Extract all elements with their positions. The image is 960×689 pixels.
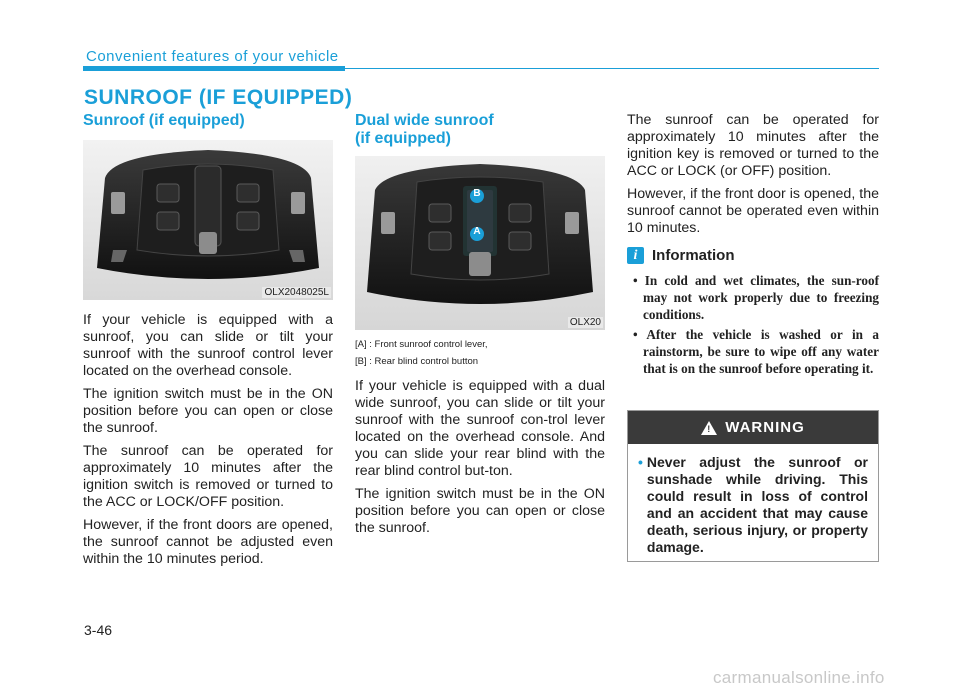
- caption-b: [B] : Rear blind control button: [355, 356, 479, 367]
- marker-a: A: [473, 226, 481, 237]
- warning-text: [628, 444, 878, 556]
- watermark: carmanualsonline.info: [713, 668, 885, 687]
- paragraph: The sunroof can be operated for approximately 10 minutes after the ignition key is removed or turned to the ACC or LOCK (or OFF) position.: [627, 112, 879, 179]
- column-notes: [627, 112, 879, 380]
- caption-a: [A] : Front sunroof control lever,: [355, 339, 488, 350]
- photo-code: OLX2048025L: [264, 287, 329, 298]
- dual-console-photo: [355, 156, 605, 330]
- warning-label: WARNING: [725, 419, 805, 436]
- chapter-rule: [345, 68, 879, 69]
- dual-console-illustration: [355, 156, 605, 330]
- warning-box: [627, 410, 879, 562]
- dual-sunroof-heading-line1: Dual wide sunroof: [355, 112, 494, 129]
- column-dual-sunroof: [355, 112, 605, 543]
- column-sunroof: [83, 112, 333, 574]
- warning-triangle-icon: !: [701, 421, 717, 435]
- paragraph: If your vehicle is equipped with a dual wide sunroof, you can slide or tilt your sunroof with the sunroof con-trol lever located on the overhead console. And you can slide your rear blind with the rear blind control but-ton.: [355, 378, 605, 479]
- section-title: SUNROOF (IF EQUIPPED): [84, 86, 353, 109]
- list-item: • After the vehicle is washed or in a rainstorm, be sure to wipe off any water that is on the sunroof before operating it.: [633, 327, 879, 376]
- marker-b: B: [473, 188, 481, 199]
- paragraph: If your vehicle is equipped with a sunroof, you can slide or tilt your sunroof with the sunroof control lever located on the overhead console.: [83, 312, 333, 379]
- chapter-bar: [83, 66, 345, 71]
- dual-sunroof-heading: [355, 112, 605, 148]
- bullet-icon: •: [638, 454, 643, 470]
- paragraph: The ignition switch must be in the ON position before you can open or close the sunroof.: [355, 486, 605, 536]
- paragraph: However, if the front doors are opened, the sunroof cannot be adjusted even within the 10 minutes period.: [83, 517, 333, 567]
- list-item: • In cold and wet climates, the sun-roof may not work properly due to freezing conditions.: [633, 273, 879, 322]
- paragraph: The sunroof can be operated for approximately 10 minutes after the ignition switch is removed or turned to the ACC or LOCK/OFF position.: [83, 443, 333, 510]
- paragraph: However, if the front door is opened, the sunroof cannot be operated even within 10 minutes.: [627, 186, 879, 236]
- page-number: 3-46: [84, 622, 113, 638]
- info-icon: i: [627, 247, 644, 264]
- information-header: [627, 247, 879, 264]
- information-title: Information: [652, 247, 735, 264]
- warning-message: Never adjust the sunroof or sunshade while driving. This could result in loss of control and an accident that may cause death, serious injury, or property damage.: [646, 454, 868, 555]
- paragraph: The ignition switch must be in the ON position before you can open or close the sunroof.: [83, 386, 333, 436]
- overhead-console-illustration: [83, 140, 333, 300]
- dual-sunroof-heading-line2: (if equipped): [355, 130, 451, 147]
- overhead-console-photo: [83, 140, 333, 300]
- photo-code: OLX20: [569, 317, 601, 328]
- information-list: [627, 272, 879, 377]
- chapter-title: Convenient features of your vehicle: [86, 48, 339, 65]
- sunroof-heading: Sunroof (if equipped): [83, 112, 245, 129]
- warning-header: [628, 411, 878, 444]
